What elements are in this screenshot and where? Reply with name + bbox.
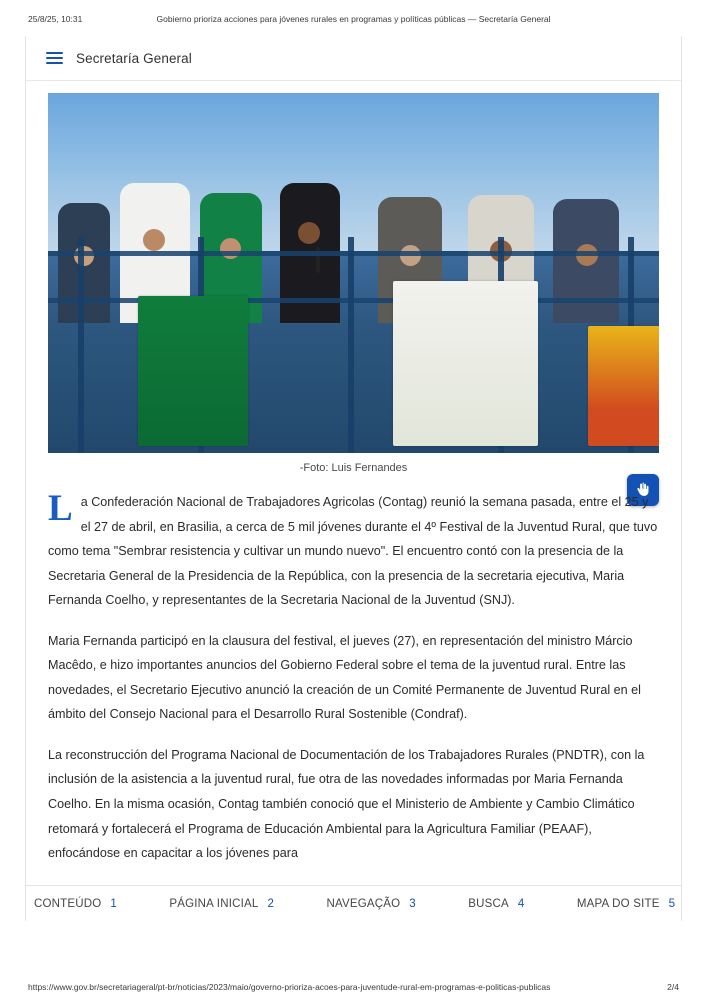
print-document-title: Gobierno prioriza acciones para jóvenes rurales en programas y políticas públicas — Secretaría General — [156, 14, 551, 24]
accessibility-shortcut-bar — [26, 885, 682, 921]
hero-railing-post — [348, 237, 354, 453]
shortcut-label: CONTEÚDO — [34, 897, 102, 910]
site-name: Secretaría General — [76, 50, 192, 66]
shortcut-key: 3 — [409, 897, 416, 910]
shortcut-label: PÁGINA INICIAL — [169, 897, 259, 910]
article-paragraph-3: La reconstrucción del Programa Nacional de Documentación de los Trabajadores Rurales (PNDTR), con la inclusión de la asistencia a la juventud rural, fue otra de las novedades informadas por Maria Fernanda Coelho. En la misma ocasión, Contag también conoció que el Ministerio de Ambiente y Cambio Climático retomará y fortalecerá el Programa de Educación Ambiental para la Agricultura Familiar (PEAAF), enfocándose en capacitar a los jóvenes para — [48, 747, 645, 861]
shortcut-label: NAVEGAÇÃO — [326, 897, 401, 910]
article-paragraph-2: Maria Fernanda participó en la clausura del festival, el jueves (27), en representación del ministro Márcio Macêdo, e hizo importantes anuncios del Gobierno Federal sobre el tema de la juventud rural. Entre las novedades, el Secretario Ejecutivo anunció la creación de un Comité Permanente de Juventud Rural en el ámbito del Consejo Nacional para el Desarrollo Rural Sostenible (Condraf). — [48, 633, 641, 722]
shortcut-key: 4 — [517, 897, 525, 910]
shortcut-key: 1 — [110, 897, 117, 910]
article-dropcap: L — [48, 488, 73, 529]
print-url: https://www.gov.br/secretariageral/pt-br/noticias/2023/maio/governo-prioriza-acoes-para-juventude-rural-em-programas-e-politicas-publicas — [28, 982, 551, 992]
shortcut-label: BUSCA — [468, 897, 509, 910]
site-header — [26, 36, 681, 81]
shortcut-pagina-inicial[interactable] — [169, 898, 273, 910]
hero-banner — [393, 281, 538, 446]
shortcut-busca[interactable] — [468, 898, 524, 910]
hero-banner — [588, 326, 659, 446]
article-paragraph-1 — [48, 490, 659, 613]
article-hero-image — [48, 93, 659, 453]
shortcut-label: MAPA DO SITE — [576, 897, 660, 910]
hero-railing-post — [78, 237, 84, 453]
image-caption: -Foto: Luis Fernandes — [299, 462, 408, 474]
shortcut-navegacao[interactable] — [326, 898, 415, 910]
hero-banner — [138, 296, 248, 446]
shortcut-mapa-do-site[interactable] — [577, 898, 675, 910]
page-card — [25, 36, 682, 921]
print-date: 25/8/25, 10:31 — [28, 14, 83, 24]
print-header — [0, 14, 707, 30]
hero-photo — [48, 93, 659, 453]
article-paragraph-1-text: a Confederación Nacional de Trabajadores Agricolas (Contag) reunió la semana pasada, entre el 25 y el 27 de abril, en Brasilia, a cerca de 5 mil jóvenes durante el 4º Festival de la Juventud Rural, que tuvo como tema "Sembrar resistencia y cultivar un mundo nuevo". El encuentro contó con la presencia de la Secretaria General de la Presidencia de la República, con la presencia de la secretaria ejecutiva, Maria Fernanda Coelho, y representantes de la Secretaria Nacional de la Juventud (SNJ). — [48, 495, 658, 608]
print-page-number: 2/4 — [667, 982, 679, 992]
shortcut-conteudo[interactable] — [34, 898, 117, 910]
article-body — [48, 490, 659, 866]
shortcut-key: 2 — [267, 897, 274, 910]
hamburger-menu-icon[interactable] — [46, 52, 63, 65]
shortcut-key: 5 — [668, 897, 675, 910]
